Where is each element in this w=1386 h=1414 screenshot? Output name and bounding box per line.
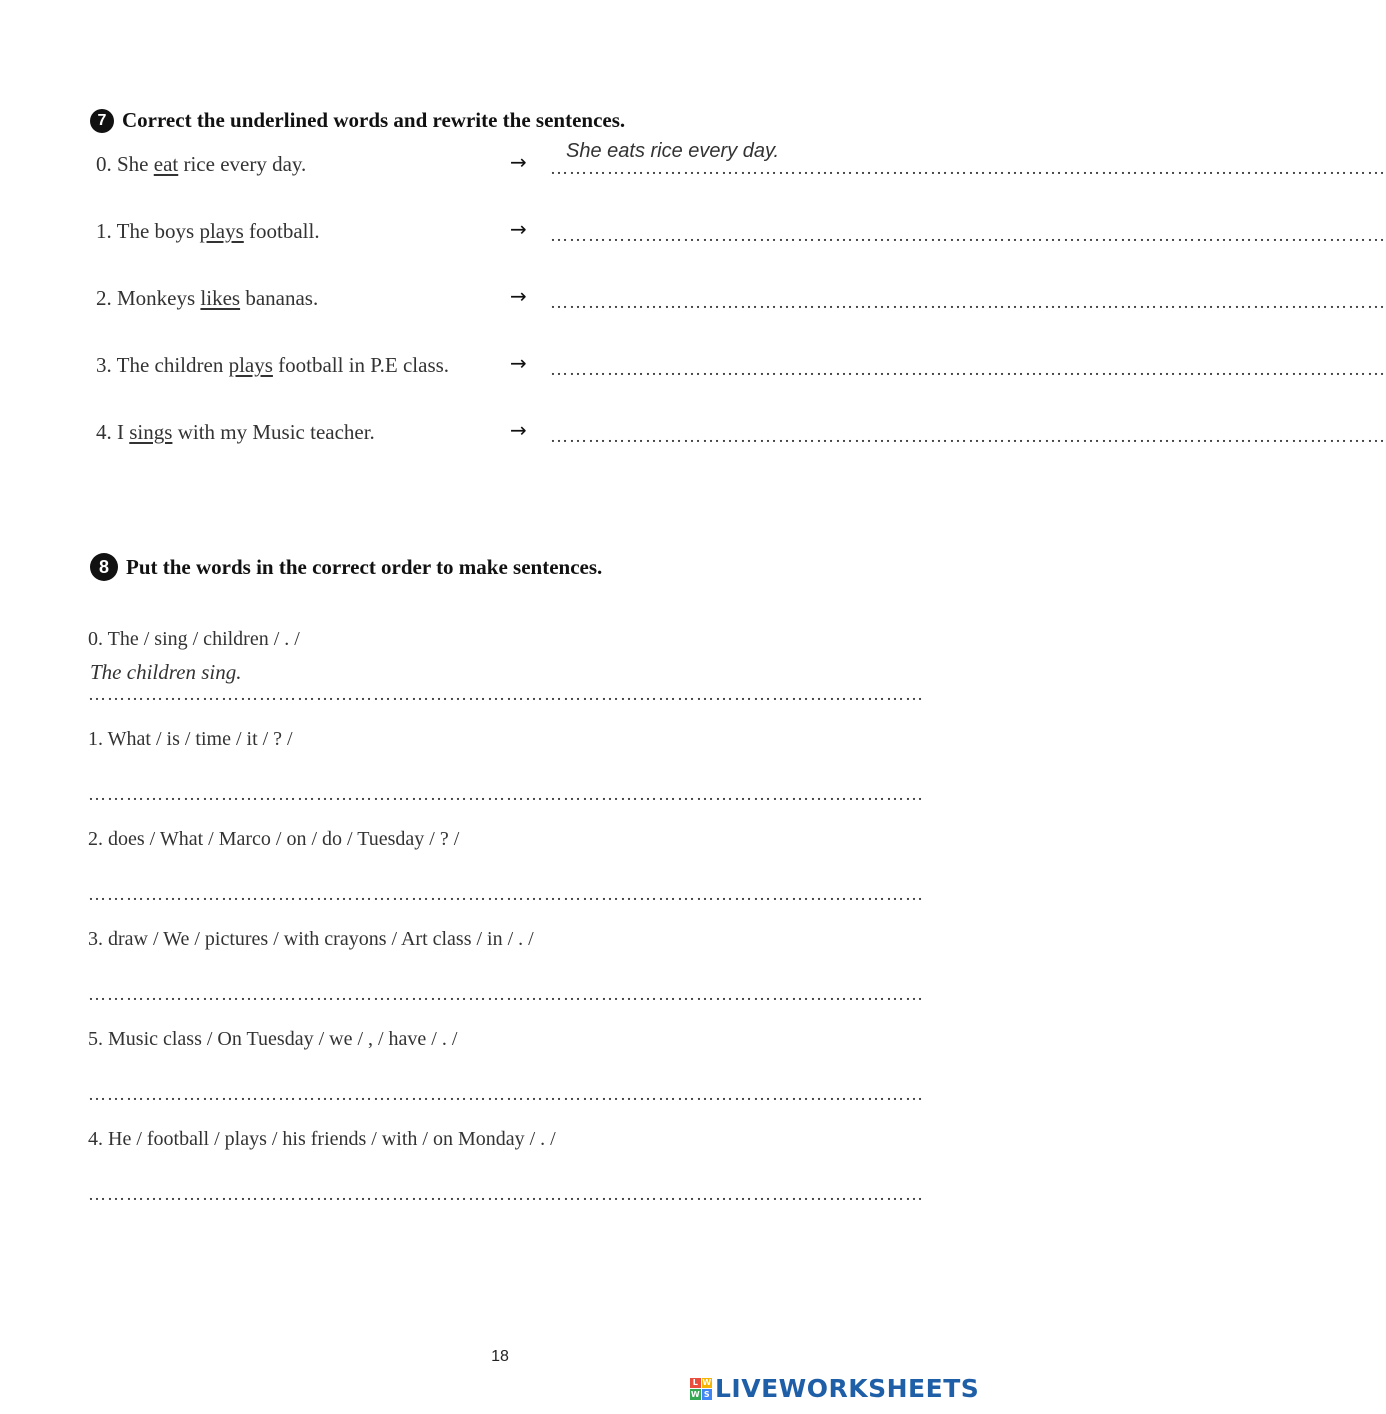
liveworksheets-logo[interactable] — [690, 1374, 979, 1403]
exercise-7-item — [96, 284, 1386, 326]
exercise-number-badge: 7 — [90, 109, 114, 133]
item-prompt: 5. Music class / On Tuesday / we / , / have / . / — [88, 1028, 458, 1050]
brand-name: LIVEWORKSHEETS — [715, 1374, 980, 1403]
item-prompt: 1. What / is / time / it / ? / — [88, 728, 293, 750]
answer-line[interactable]: …………………………………………………………………………………………………………………… — [88, 884, 924, 904]
answer-line[interactable]: …………………………………………………………………………………………………………………… — [88, 1184, 924, 1204]
logo-tile: L — [690, 1378, 701, 1389]
answer-line[interactable]: …………………………………………………………………………………………………………………… — [88, 1084, 924, 1104]
exercise-8-title: Put the words in the correct order to make sentences. — [126, 554, 603, 579]
item-prompt: 2. does / What / Marco / on / do / Tuesday / ? / — [88, 828, 460, 850]
item-sentence: 0. She eat rice every day. — [96, 152, 307, 176]
exercise-8-heading — [90, 553, 602, 581]
item-sentence: 2. Monkeys likes bananas. — [96, 286, 319, 310]
item-sentence: 4. I sings with my Music teacher. — [96, 420, 375, 444]
logo-tile: S — [702, 1389, 713, 1400]
answer-line[interactable]: …………………………………………………………………………………………………………………… — [550, 225, 1386, 245]
arrow-icon: → — [510, 351, 527, 375]
exercise-number-badge: 8 — [90, 553, 118, 581]
underlined-word: likes — [200, 286, 241, 310]
item-sentence: 3. The children plays football in P.E class. — [96, 353, 450, 377]
arrow-icon: → — [510, 150, 527, 174]
liveworksheets-logo-icon — [690, 1378, 712, 1400]
arrow-icon: → — [510, 284, 527, 308]
exercise-7-item — [96, 217, 1386, 259]
item-sentence: 1. The boys plays football. — [96, 219, 320, 243]
exercise-7-item — [96, 418, 1386, 460]
logo-tile: W — [690, 1389, 700, 1399]
page-number: 18 — [491, 1348, 509, 1365]
item-prompt: 0. The / sing / children / . / — [88, 628, 300, 650]
item-prompt: 3. draw / We / pictures / with crayons / Art class / in / . / — [88, 928, 534, 950]
underlined-word: sings — [129, 420, 173, 444]
exercise-7-heading — [90, 108, 625, 133]
underlined-word: eat — [153, 152, 179, 176]
answer-line[interactable]: …………………………………………………………………………………………………………………… — [550, 292, 1386, 312]
underlined-word: plays — [199, 219, 244, 243]
answer-line[interactable]: …………………………………………………………………………………………………………………… — [550, 158, 1386, 178]
exercise-7-item — [96, 351, 1386, 393]
exercise-7-item — [96, 140, 1386, 192]
answer-text[interactable]: She eats rice every day. — [566, 140, 780, 162]
arrow-icon: → — [510, 217, 527, 241]
logo-tile: W — [702, 1378, 712, 1388]
underlined-word: plays — [228, 353, 273, 377]
answer-line[interactable]: …………………………………………………………………………………………………………………… — [550, 426, 1386, 446]
item-prompt: 4. He / football / plays / his friends / with / on Monday / . / — [88, 1128, 556, 1150]
answer-line[interactable]: …………………………………………………………………………………………………………………… — [550, 359, 1386, 379]
answer-line[interactable]: …………………………………………………………………………………………………………………… — [88, 684, 924, 704]
answer-line[interactable]: …………………………………………………………………………………………………………………… — [88, 784, 924, 804]
exercise-7-title: Correct the underlined words and rewrite the sentences. — [122, 108, 626, 132]
arrow-icon: → — [510, 418, 527, 442]
answer-text[interactable]: The children sing. — [90, 660, 242, 684]
answer-line[interactable]: …………………………………………………………………………………………………………………… — [88, 984, 924, 1004]
